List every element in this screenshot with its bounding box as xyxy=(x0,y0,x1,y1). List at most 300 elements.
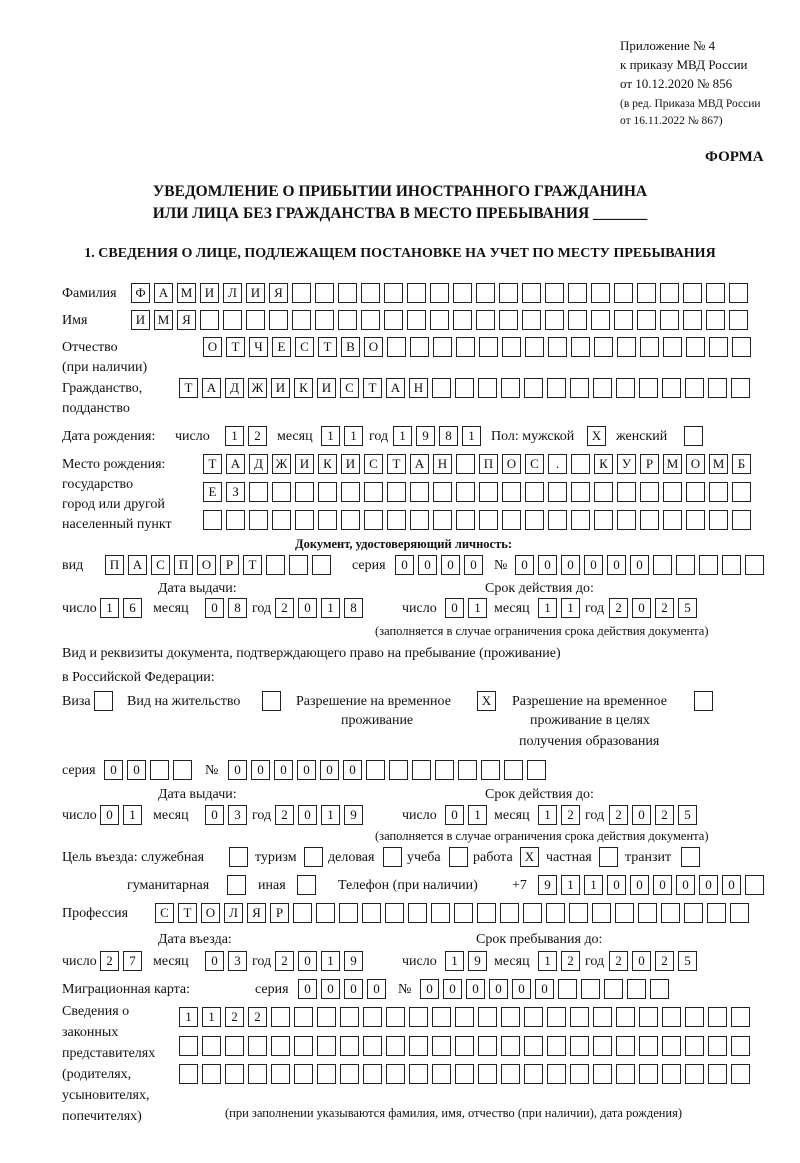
cell[interactable]: Р xyxy=(270,903,289,923)
cell[interactable] xyxy=(731,1064,750,1084)
cell[interactable] xyxy=(389,760,408,780)
cell[interactable]: И xyxy=(131,310,150,330)
purpose-private-checkbox[interactable] xyxy=(599,847,618,867)
cell[interactable] xyxy=(248,1036,267,1056)
cell[interactable] xyxy=(709,482,728,502)
cell[interactable]: 0 xyxy=(343,760,362,780)
cell[interactable]: 0 xyxy=(367,979,386,999)
cell[interactable] xyxy=(478,1007,497,1027)
cell[interactable]: 1 xyxy=(393,426,412,446)
cell[interactable]: А xyxy=(410,454,429,474)
cell[interactable] xyxy=(683,310,702,330)
cell[interactable]: А xyxy=(128,555,147,575)
cell[interactable]: О xyxy=(686,454,705,474)
cell[interactable] xyxy=(650,979,669,999)
purpose-transit-checkbox[interactable] xyxy=(681,847,700,867)
cell[interactable]: 1 xyxy=(202,1007,221,1027)
cell[interactable] xyxy=(662,1064,681,1084)
cell[interactable] xyxy=(455,378,474,398)
cell[interactable] xyxy=(292,283,311,303)
cell[interactable] xyxy=(435,760,454,780)
cell[interactable] xyxy=(732,510,751,530)
cell[interactable]: 0 xyxy=(321,979,340,999)
cell[interactable] xyxy=(386,1036,405,1056)
cell[interactable] xyxy=(708,378,727,398)
cell[interactable] xyxy=(458,760,477,780)
cell[interactable]: К xyxy=(318,454,337,474)
cell[interactable]: 1 xyxy=(561,598,580,618)
cell[interactable] xyxy=(499,310,518,330)
cell[interactable] xyxy=(292,310,311,330)
birth-month-field[interactable] xyxy=(321,426,363,446)
birth-day-field[interactable] xyxy=(225,426,267,446)
stay-valid-month-field[interactable] xyxy=(538,805,580,825)
id-issue-day-field[interactable] xyxy=(100,598,142,618)
cell[interactable] xyxy=(386,1064,405,1084)
cell[interactable]: И xyxy=(341,454,360,474)
cell[interactable] xyxy=(453,310,472,330)
cell[interactable]: 0 xyxy=(632,805,651,825)
purpose-humanitarian-checkbox[interactable] xyxy=(227,875,246,895)
cell[interactable]: З xyxy=(226,482,245,502)
cell[interactable]: 1 xyxy=(468,805,487,825)
entry-month-field[interactable] xyxy=(205,951,247,971)
cell[interactable] xyxy=(637,310,656,330)
cell[interactable]: 0 xyxy=(298,805,317,825)
cell[interactable] xyxy=(410,337,429,357)
cell[interactable]: 9 xyxy=(344,805,363,825)
cell[interactable] xyxy=(504,760,523,780)
cell[interactable]: 1 xyxy=(123,805,142,825)
birth-place-field[interactable] xyxy=(203,510,751,530)
reps-field[interactable] xyxy=(179,1036,750,1056)
cell[interactable] xyxy=(731,378,750,398)
cell[interactable] xyxy=(338,283,357,303)
cell[interactable] xyxy=(225,1036,244,1056)
cell[interactable]: И xyxy=(246,283,265,303)
cell[interactable] xyxy=(294,1036,313,1056)
cell[interactable]: Т xyxy=(243,555,262,575)
cell[interactable] xyxy=(340,1064,359,1084)
cell[interactable] xyxy=(364,482,383,502)
visa-checkbox[interactable] xyxy=(94,691,113,711)
cell[interactable] xyxy=(410,482,429,502)
cell[interactable] xyxy=(289,555,308,575)
cell[interactable]: 2 xyxy=(561,805,580,825)
id-valid-year-field[interactable] xyxy=(609,598,697,618)
cell[interactable] xyxy=(384,310,403,330)
cell[interactable] xyxy=(686,482,705,502)
mc-number-field[interactable] xyxy=(420,979,669,999)
cell[interactable]: 1 xyxy=(179,1007,198,1027)
cell[interactable] xyxy=(387,337,406,357)
cell[interactable] xyxy=(661,903,680,923)
surname-field[interactable] xyxy=(131,283,748,303)
cell[interactable] xyxy=(593,1064,612,1084)
cell[interactable] xyxy=(223,310,242,330)
cell[interactable] xyxy=(316,903,335,923)
cell[interactable] xyxy=(663,510,682,530)
cell[interactable] xyxy=(568,310,587,330)
cell[interactable] xyxy=(730,903,749,923)
cell[interactable]: 0 xyxy=(443,979,462,999)
cell[interactable]: П xyxy=(174,555,193,575)
reps-field[interactable] xyxy=(179,1007,750,1027)
cell[interactable] xyxy=(640,510,659,530)
cell[interactable] xyxy=(662,378,681,398)
cell[interactable] xyxy=(522,310,541,330)
cell[interactable] xyxy=(524,378,543,398)
cell[interactable]: Л xyxy=(224,903,243,923)
cell[interactable]: 9 xyxy=(538,875,557,895)
cell[interactable]: 1 xyxy=(462,426,481,446)
cell[interactable] xyxy=(407,310,426,330)
cell[interactable]: Т xyxy=(178,903,197,923)
cell[interactable]: 8 xyxy=(439,426,458,446)
cell[interactable] xyxy=(246,310,265,330)
cell[interactable] xyxy=(614,310,633,330)
cell[interactable]: 0 xyxy=(298,598,317,618)
cell[interactable]: 1 xyxy=(445,951,464,971)
cell[interactable] xyxy=(410,510,429,530)
cell[interactable]: Ф xyxy=(131,283,150,303)
cell[interactable]: Т xyxy=(363,378,382,398)
cell[interactable]: У xyxy=(617,454,636,474)
cell[interactable] xyxy=(570,378,589,398)
cell[interactable] xyxy=(569,903,588,923)
cell[interactable]: 0 xyxy=(515,555,534,575)
cell[interactable] xyxy=(293,903,312,923)
cell[interactable]: Р xyxy=(220,555,239,575)
cell[interactable]: Р xyxy=(640,454,659,474)
cell[interactable] xyxy=(225,1064,244,1084)
cell[interactable] xyxy=(685,378,704,398)
cell[interactable] xyxy=(455,1036,474,1056)
cell[interactable] xyxy=(639,1064,658,1084)
female-checkbox[interactable] xyxy=(684,426,703,446)
cell[interactable] xyxy=(547,378,566,398)
cell[interactable]: П xyxy=(479,454,498,474)
cell[interactable] xyxy=(501,1036,520,1056)
reps-field[interactable] xyxy=(179,1064,750,1084)
cell[interactable] xyxy=(637,283,656,303)
birth-place-field[interactable] xyxy=(203,482,751,502)
cell[interactable] xyxy=(432,1007,451,1027)
cell[interactable]: 0 xyxy=(632,951,651,971)
cell[interactable] xyxy=(571,482,590,502)
cell[interactable] xyxy=(614,283,633,303)
cell[interactable]: 8 xyxy=(228,598,247,618)
cell[interactable]: 2 xyxy=(275,805,294,825)
cell[interactable] xyxy=(639,1007,658,1027)
cell[interactable] xyxy=(731,1036,750,1056)
cell[interactable]: Т xyxy=(203,454,222,474)
cell[interactable]: 0 xyxy=(104,760,123,780)
cell[interactable] xyxy=(558,979,577,999)
residence-permit-checkbox[interactable] xyxy=(262,691,281,711)
cell[interactable]: 2 xyxy=(275,598,294,618)
birth-place-field[interactable] xyxy=(203,454,751,474)
cell[interactable]: О xyxy=(201,903,220,923)
cell[interactable] xyxy=(364,510,383,530)
cell[interactable]: 2 xyxy=(609,598,628,618)
cell[interactable] xyxy=(317,1007,336,1027)
cell[interactable]: 2 xyxy=(609,951,628,971)
cell[interactable] xyxy=(639,378,658,398)
cell[interactable] xyxy=(341,510,360,530)
cell[interactable]: 1 xyxy=(100,598,119,618)
cell[interactable] xyxy=(684,903,703,923)
cell[interactable]: 0 xyxy=(395,555,414,575)
patronymic-field[interactable] xyxy=(203,337,751,357)
cell[interactable] xyxy=(431,903,450,923)
cell[interactable]: 0 xyxy=(466,979,485,999)
cell[interactable] xyxy=(616,378,635,398)
cell[interactable] xyxy=(272,482,291,502)
cell[interactable]: Н xyxy=(433,454,452,474)
cell[interactable]: 0 xyxy=(630,875,649,895)
cell[interactable] xyxy=(478,1064,497,1084)
cell[interactable] xyxy=(522,283,541,303)
cell[interactable] xyxy=(545,310,564,330)
stay-issue-day-field[interactable] xyxy=(100,805,142,825)
cell[interactable] xyxy=(745,875,764,895)
cell[interactable]: 0 xyxy=(722,875,741,895)
cell[interactable]: 0 xyxy=(535,979,554,999)
cell[interactable] xyxy=(707,903,726,923)
cell[interactable] xyxy=(593,1007,612,1027)
cell[interactable] xyxy=(616,1064,635,1084)
cell[interactable] xyxy=(732,482,751,502)
cell[interactable] xyxy=(525,510,544,530)
cell[interactable]: 0 xyxy=(607,875,626,895)
cell[interactable] xyxy=(745,555,764,575)
cell[interactable]: О xyxy=(364,337,383,357)
cell[interactable] xyxy=(660,310,679,330)
cell[interactable] xyxy=(591,310,610,330)
cell[interactable] xyxy=(592,903,611,923)
cell[interactable] xyxy=(477,903,496,923)
cell[interactable] xyxy=(340,1036,359,1056)
stay-number-field[interactable] xyxy=(228,760,546,780)
cell[interactable]: 1 xyxy=(468,598,487,618)
cell[interactable]: 2 xyxy=(561,951,580,971)
cell[interactable]: Т xyxy=(387,454,406,474)
cell[interactable] xyxy=(318,510,337,530)
purpose-study-checkbox[interactable] xyxy=(449,847,468,867)
cell[interactable] xyxy=(594,510,613,530)
cell[interactable]: 3 xyxy=(228,951,247,971)
cell[interactable] xyxy=(571,337,590,357)
cell[interactable] xyxy=(502,510,521,530)
cell[interactable] xyxy=(685,1007,704,1027)
cell[interactable] xyxy=(525,482,544,502)
cell[interactable] xyxy=(433,482,452,502)
cell[interactable]: 2 xyxy=(248,426,267,446)
id-issue-month-field[interactable] xyxy=(205,598,247,618)
cell[interactable] xyxy=(409,1007,428,1027)
purpose-business-checkbox[interactable] xyxy=(383,847,402,867)
cell[interactable] xyxy=(594,337,613,357)
cell[interactable] xyxy=(173,760,192,780)
id-valid-day-field[interactable] xyxy=(445,598,487,618)
cell[interactable] xyxy=(683,283,702,303)
cell[interactable]: Т xyxy=(226,337,245,357)
cell[interactable] xyxy=(524,1036,543,1056)
cell[interactable]: 8 xyxy=(344,598,363,618)
cell[interactable]: 5 xyxy=(678,805,697,825)
cell[interactable]: 0 xyxy=(464,555,483,575)
cell[interactable]: 1 xyxy=(584,875,603,895)
cell[interactable] xyxy=(594,482,613,502)
cell[interactable] xyxy=(501,378,520,398)
cell[interactable]: И xyxy=(271,378,290,398)
cell[interactable] xyxy=(604,979,623,999)
cell[interactable] xyxy=(502,337,521,357)
cell[interactable]: С xyxy=(525,454,544,474)
cell[interactable] xyxy=(366,760,385,780)
cell[interactable] xyxy=(409,1064,428,1084)
cell[interactable]: 0 xyxy=(441,555,460,575)
cell[interactable]: 0 xyxy=(420,979,439,999)
cell[interactable] xyxy=(317,1064,336,1084)
cell[interactable]: Я xyxy=(177,310,196,330)
cell[interactable] xyxy=(709,337,728,357)
cell[interactable] xyxy=(481,760,500,780)
cell[interactable] xyxy=(339,903,358,923)
cell[interactable] xyxy=(200,310,219,330)
cell[interactable] xyxy=(295,510,314,530)
cell[interactable] xyxy=(384,283,403,303)
entry-year-field[interactable] xyxy=(275,951,363,971)
cell[interactable] xyxy=(338,310,357,330)
cell[interactable] xyxy=(318,482,337,502)
cell[interactable] xyxy=(150,760,169,780)
cell[interactable] xyxy=(249,482,268,502)
cell[interactable] xyxy=(272,510,291,530)
cell[interactable]: Т xyxy=(179,378,198,398)
cell[interactable] xyxy=(523,903,542,923)
cell[interactable]: Я xyxy=(247,903,266,923)
cell[interactable]: С xyxy=(340,378,359,398)
cell[interactable] xyxy=(699,555,718,575)
cell[interactable] xyxy=(502,482,521,502)
cell[interactable]: О xyxy=(502,454,521,474)
cell[interactable]: О xyxy=(197,555,216,575)
cell[interactable]: 1 xyxy=(538,951,557,971)
cell[interactable]: К xyxy=(294,378,313,398)
cell[interactable]: Ж xyxy=(272,454,291,474)
cell[interactable]: 0 xyxy=(445,598,464,618)
cell[interactable]: 0 xyxy=(653,875,672,895)
cell[interactable] xyxy=(271,1007,290,1027)
stay-valid-day-field[interactable] xyxy=(445,805,487,825)
cell[interactable] xyxy=(546,903,565,923)
cell[interactable] xyxy=(432,1064,451,1084)
phone-field[interactable] xyxy=(538,875,764,895)
cell[interactable]: 0 xyxy=(699,875,718,895)
cell[interactable]: 1 xyxy=(538,598,557,618)
cell[interactable] xyxy=(363,1064,382,1084)
cell[interactable] xyxy=(570,1007,589,1027)
cell[interactable] xyxy=(340,1007,359,1027)
cell[interactable]: А xyxy=(226,454,245,474)
cell[interactable]: О xyxy=(203,337,222,357)
cell[interactable] xyxy=(568,283,587,303)
cell[interactable] xyxy=(729,310,748,330)
cell[interactable] xyxy=(476,283,495,303)
cell[interactable] xyxy=(456,337,475,357)
cell[interactable] xyxy=(294,1007,313,1027)
cell[interactable]: Л xyxy=(223,283,242,303)
cell[interactable]: С xyxy=(364,454,383,474)
cell[interactable] xyxy=(315,283,334,303)
cell[interactable]: 0 xyxy=(320,760,339,780)
cell[interactable] xyxy=(456,454,475,474)
stay-until-day-field[interactable] xyxy=(445,951,487,971)
purpose-work-checkbox[interactable]: X xyxy=(520,847,539,867)
cell[interactable] xyxy=(294,1064,313,1084)
cell[interactable]: 0 xyxy=(538,555,557,575)
cell[interactable] xyxy=(547,1064,566,1084)
cell[interactable] xyxy=(571,510,590,530)
cell[interactable]: 0 xyxy=(100,805,119,825)
cell[interactable] xyxy=(732,337,751,357)
cell[interactable] xyxy=(501,1007,520,1027)
cell[interactable]: 0 xyxy=(607,555,626,575)
cell[interactable] xyxy=(271,1036,290,1056)
cell[interactable]: 1 xyxy=(225,426,244,446)
cell[interactable] xyxy=(685,1036,704,1056)
citizenship-field[interactable] xyxy=(179,378,750,398)
stay-until-month-field[interactable] xyxy=(538,951,580,971)
cell[interactable]: И xyxy=(295,454,314,474)
cell[interactable]: 2 xyxy=(100,951,119,971)
cell[interactable] xyxy=(295,482,314,502)
cell[interactable] xyxy=(548,337,567,357)
cell[interactable]: 5 xyxy=(678,951,697,971)
cell[interactable]: 0 xyxy=(418,555,437,575)
cell[interactable] xyxy=(433,510,452,530)
cell[interactable] xyxy=(226,510,245,530)
cell[interactable] xyxy=(432,1036,451,1056)
cell[interactable]: 0 xyxy=(489,979,508,999)
cell[interactable] xyxy=(545,283,564,303)
cell[interactable]: 0 xyxy=(298,979,317,999)
cell[interactable]: Д xyxy=(249,454,268,474)
cell[interactable]: 0 xyxy=(205,805,224,825)
cell[interactable] xyxy=(387,510,406,530)
cell[interactable] xyxy=(249,510,268,530)
cell[interactable]: 0 xyxy=(297,760,316,780)
cell[interactable] xyxy=(570,1036,589,1056)
cell[interactable] xyxy=(363,1036,382,1056)
cell[interactable]: Я xyxy=(269,283,288,303)
cell[interactable] xyxy=(312,555,331,575)
mc-series-field[interactable] xyxy=(298,979,386,999)
cell[interactable] xyxy=(686,337,705,357)
cell[interactable]: . xyxy=(548,454,567,474)
cell[interactable] xyxy=(269,310,288,330)
cell[interactable] xyxy=(571,454,590,474)
cell[interactable] xyxy=(616,1036,635,1056)
cell[interactable] xyxy=(524,1064,543,1084)
cell[interactable]: 1 xyxy=(538,805,557,825)
cell[interactable] xyxy=(455,1007,474,1027)
cell[interactable]: 0 xyxy=(445,805,464,825)
cell[interactable] xyxy=(525,337,544,357)
cell[interactable]: 0 xyxy=(251,760,270,780)
